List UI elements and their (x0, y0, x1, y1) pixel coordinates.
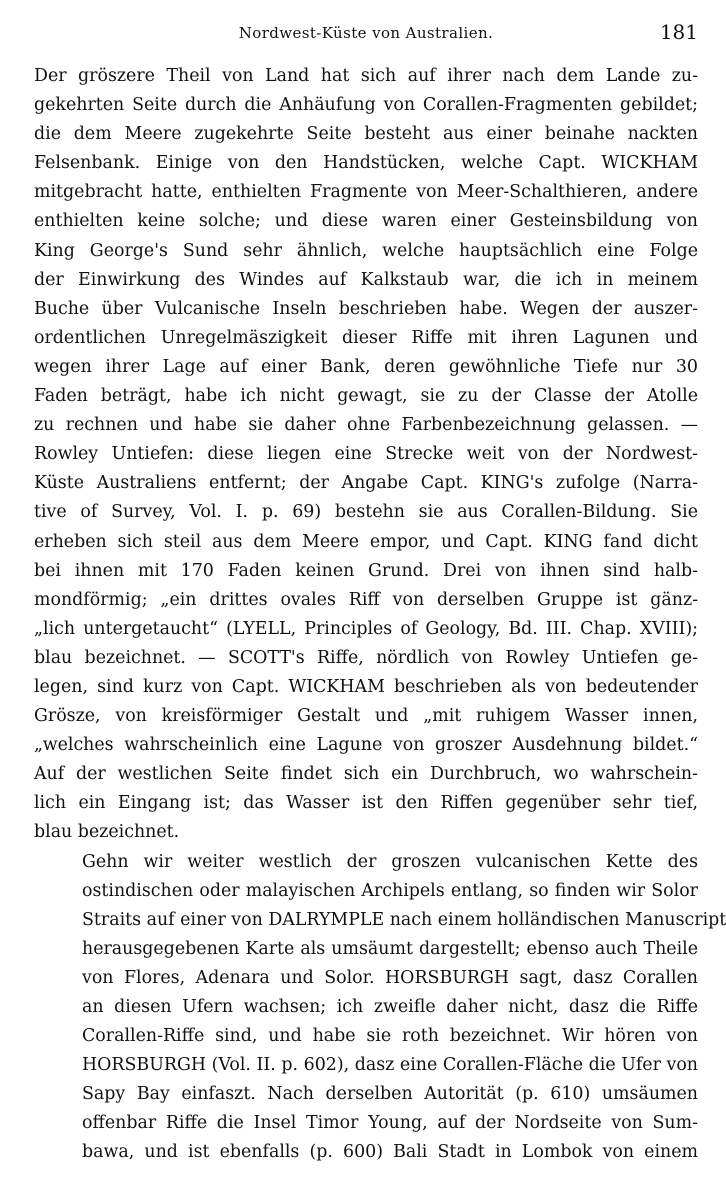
text-line: zu rechnen und habe sie daher ohne Farbenbezeichnung gelassen. — (34, 415, 698, 436)
text-line: von Flores, Adenara und Solor. HORSBURGH sagt, dasz Corallen (82, 967, 698, 988)
text-line: Sapy Bay einfaszt. Nach derselben Autorität (p. 610) umsäumen (82, 1084, 698, 1105)
text-line: bei ihnen mit 170 Faden keinen Grund. Drei von ihnen sind halb- (34, 560, 698, 581)
text-line: bawa, und ist ebenfalls (p. 600) Bali Stadt in Lombok von einem (82, 1142, 698, 1163)
paragraph-2 (34, 848, 726, 1168)
text-line: enthielten keine solche; und diese waren einer Gesteinsbildung von (34, 211, 698, 232)
text-line: die dem Meere zugekehrte Seite besteht aus einer beinahe nackten (34, 124, 698, 145)
text-line: ostindischen oder malayischen Archipels entlang, so finden wir Solor (82, 880, 698, 901)
text-line: mitgebracht hatte, enthielten Fragmente von Meer-Schalthieren, andere (34, 182, 698, 203)
text-line: legen, sind kurz von Capt. WICKHAM beschrieben als von bedeutender (34, 676, 698, 697)
text-line: herausgegebenen Karte als umsäumt dargestellt; ebenso auch Theile (82, 938, 698, 959)
text-line: Straits auf einer von DALRYMPLE nach einem holländischen Manuscript (82, 909, 726, 930)
running-head (34, 0, 698, 62)
text-line: erheben sich steil aus dem Meere empor, und Capt. KING fand dicht (34, 531, 698, 552)
text-line: „lich untergetaucht“ (LYELL, Principles of Geology, Bd. III. Chap. XVIII); (34, 618, 698, 639)
text-line: Grösze, von kreisförmiger Gestalt und „mit ruhigem Wasser innen, (34, 706, 698, 727)
text-line: Auf der westlichen Seite findet sich ein Durchbruch, wo wahrschein- (34, 764, 698, 785)
text-line: lich ein Eingang ist; das Wasser ist den Riffen gegenüber sehr tief, (34, 793, 698, 814)
text-line: Rowley Untiefen: diese liegen eine Strecke weit von der Nordwest- (34, 444, 698, 465)
text-line: der Einwirkung des Windes auf Kalkstaub war, die ich in meinem (34, 269, 698, 290)
text-line: blau bezeichnet. — SCOTT's Riffe, nördlich von Rowley Untiefen ge- (34, 647, 698, 668)
text-line: mondförmig; „ein drittes ovales Riff von derselben Gruppe ist gänz- (34, 589, 698, 610)
text-line: ordentlichen Unregelmäszigkeit dieser Riffe mit ihren Lagunen und (34, 327, 698, 348)
text-line: wegen ihrer Lage auf einer Bank, deren gewöhnliche Tiefe nur 30 (34, 356, 698, 377)
page-number: 181 (659, 20, 698, 44)
text-line: Felsenbank. Einige von den Handstücken, welche Capt. WICKHAM (34, 153, 698, 174)
text-line: Gehn wir weiter westlich der groszen vulcanischen Kette des (82, 851, 698, 872)
text-line: „welches wahrscheinlich eine Lagune von groszer Ausdehnung bildet.“ (34, 735, 698, 756)
text-line: blau bezeichnet. (34, 822, 180, 843)
text-line: tive of Survey, Vol. I. p. 69) bestehn sie aus Corallen-Bildung. Sie (34, 502, 698, 523)
text-line: an diesen Ufern wachsen; ich zweifle daher nicht, dasz die Riffe (82, 997, 698, 1017)
text-line: offenbar Riffe die Insel Timor Young, auf der Nordseite von Sum- (82, 1113, 698, 1134)
text-line: Faden beträgt, habe ich nicht gewagt, sie zu der Classe der Atolle (34, 386, 698, 407)
running-title: Nordwest-Küste von Australien. (238, 24, 494, 42)
text-line: HORSBURGH (Vol. II. p. 602), dasz eine Corallen-Fläche die Ufer von (82, 1055, 698, 1076)
paragraph-1 (34, 62, 698, 848)
text-line: Corallen-Riffe sind, und habe sie roth bezeichnet. Wir hören von (82, 1026, 698, 1047)
text-line: Der gröszere Theil von Land hat sich auf ihrer nach dem Lande zu- (34, 66, 698, 86)
text-line: Küste Australiens entfernt; der Angabe Capt. KING's zufolge (Narra- (34, 473, 698, 494)
text-line: Buche über Vulcanische Inseln beschrieben habe. Wegen der auszer- (34, 298, 698, 319)
text-line: King George's Sund sehr ähnlich, welche hauptsächlich eine Folge (34, 240, 698, 261)
text-line: gekehrten Seite durch die Anhäufung von Corallen-Fragmenten gebildet; (34, 95, 698, 116)
